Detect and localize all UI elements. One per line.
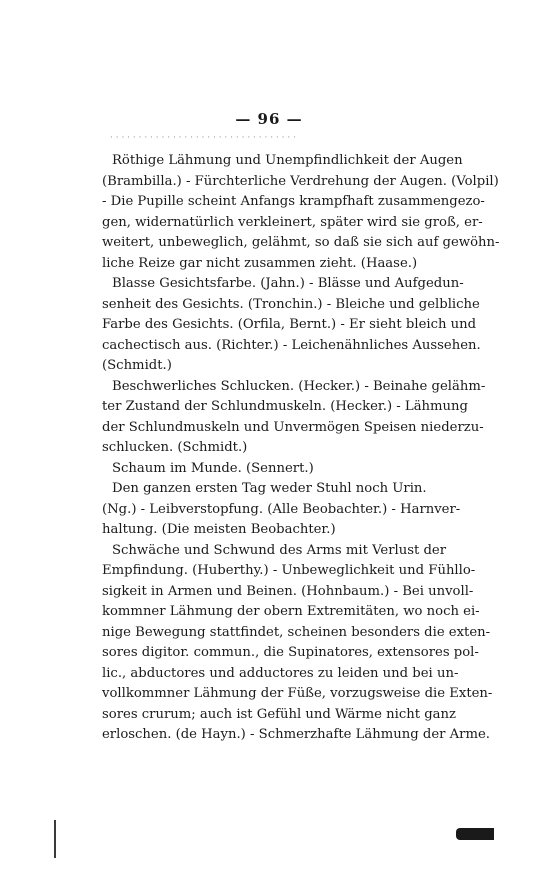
page-number: — 96 —	[235, 110, 303, 128]
body-text	[102, 151, 500, 746]
text-line: der Schlundmuskeln und Unvermögen Speisen niederzu-	[102, 419, 484, 435]
text-line: cachectisch aus. (Richter.) - Leichenähnliches Aussehen.	[102, 337, 481, 353]
text-line: ter Zustand der Schlundmuskeln. (Hecker.) - Lähmung	[102, 399, 468, 414]
text-line: Den ganzen ersten Tag weder Stuhl noch Urin.	[112, 481, 427, 496]
text-line: Farbe des Gesichts. (Orfila, Bernt.) - Er sieht bleich und	[102, 317, 477, 332]
text-line: Beschwerliches Schlucken. (Hecker.) - Beinahe gelähm-	[112, 378, 486, 394]
text-line: sores crurum; auch ist Gefühl und Wärme nicht ganz	[102, 706, 456, 722]
text-line: kommner Lähmung der obern Extremitäten, wo noch ei-	[102, 604, 480, 619]
text-line: senheit des Gesichts. (Tronchin.) - Bleiche und gelbliche	[102, 296, 480, 312]
text-line: sores digitor. commun., die Supinatores, extensores pol-	[102, 645, 479, 660]
text-line: Schaum im Munde. (Sennert.)	[112, 460, 314, 476]
text-line: gen, widernatürlich verkleinert, später wird sie groß, er-	[102, 214, 483, 230]
text-line: (Schmidt.)	[102, 358, 172, 373]
text-line: lic., abductores und adductores zu leiden und bei un-	[102, 665, 459, 681]
text-line: liche Reize gar nicht zusammen zieht. (Haase.)	[102, 255, 418, 271]
text-line: weitert, unbeweglich, gelähmt, so daß sie sich auf gewöhn-	[102, 235, 500, 250]
text-line: vollkommner Lähmung der Füße, vorzugsweise die Exten-	[102, 686, 493, 701]
page-edge-mark	[456, 828, 494, 840]
text-line: haltung. (Die meisten Beobachter.)	[102, 522, 336, 537]
text-line: - Die Pupille scheint Anfangs krampfhaft zusammengezo-	[102, 194, 485, 209]
text-line: Empfindung. (Huberthy.) - Unbeweglichkeit und Fühllo-	[102, 563, 476, 578]
text-line: Blasse Gesichtsfarbe. (Jahn.) - Blässe und Aufgedun-	[112, 276, 464, 291]
text-line: Röthige Lähmung und Unempfindlichkeit der Augen	[112, 153, 463, 168]
text-line: erloschen. (de Hayn.) - Schmerzhafte Lähmung der Arme.	[102, 727, 490, 742]
page-edge-rule	[54, 820, 56, 858]
bleed-through-line: · · · · · · · · · · · · · · · · · · · · · · · · · · · · · · · · ·	[110, 133, 296, 143]
text-line: (Ng.) - Leibverstopfung. (Alle Beobachter.) - Harnver-	[102, 501, 461, 517]
text-line: Schwäche und Schwund des Arms mit Verlust der	[112, 542, 447, 558]
text-line: sigkeit in Armen und Beinen. (Hohnbaum.) - Bei unvoll-	[102, 583, 474, 599]
text-line: (Brambilla.) - Fürchterliche Verdrehung der Augen. (Volpil)	[102, 173, 499, 189]
text-line: nige Bewegung stattfindet, scheinen besonders die exten-	[102, 624, 491, 640]
text-line: schlucken. (Schmidt.)	[102, 440, 248, 455]
